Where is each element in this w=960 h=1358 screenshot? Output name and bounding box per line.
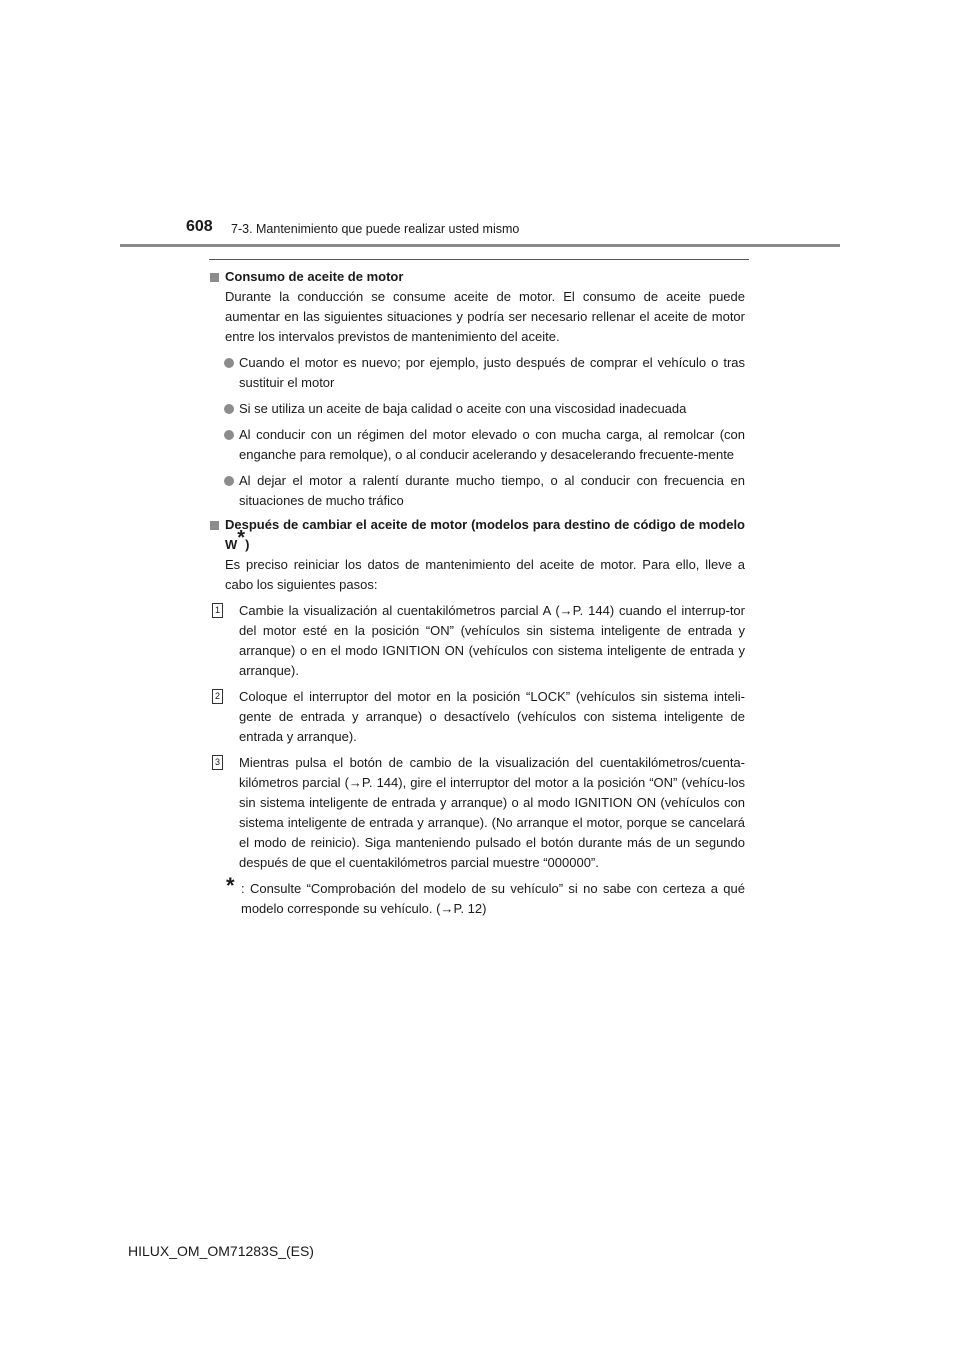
step-number: 2 <box>212 689 223 704</box>
square-bullet-icon <box>210 273 219 282</box>
square-bullet-icon <box>210 521 219 530</box>
step-number: 3 <box>212 755 223 770</box>
step-item <box>209 601 745 681</box>
main-content <box>209 267 745 919</box>
footnote-asterisk: * <box>226 873 235 898</box>
heading-text: Consumo de aceite de motor <box>225 269 404 284</box>
step-text: Cambie la visualización al cuentakilómetros parcial A (→P. 144) cuando el interrup-tor del motor esté en la posición “ON” (vehículos sin sistema inteligente de entrada y arranque) o en el modo IGNITION ON (vehículos con sistema inteligente de entrada y arranque). <box>239 603 745 678</box>
document-id: HILUX_OM_OM71283S_(ES) <box>128 1243 314 1259</box>
content-rule <box>209 259 749 260</box>
page-number: 608 <box>186 218 213 235</box>
circle-bullet-icon <box>224 404 234 414</box>
paragraph-despues: Es preciso reiniciar los datos de mantenimiento del aceite de motor. Para ello, lleve a cabo los siguientes pasos: <box>225 557 745 592</box>
list-item <box>209 353 745 393</box>
list-item-text: Cuando el motor es nuevo; por ejemplo, justo después de comprar el vehículo o tras sustituir el motor <box>239 355 745 390</box>
asterisk-mark: * <box>237 527 246 549</box>
circle-bullet-icon <box>224 476 234 486</box>
step-item <box>209 687 745 747</box>
header-rule <box>120 244 840 247</box>
circle-bullet-icon <box>224 358 234 368</box>
footnote <box>209 873 745 919</box>
list-item-text: Al dejar el motor a ralentí durante mucho tiempo, o al conducir con frecuencia en situaciones de mucho tráfico <box>239 473 745 508</box>
list-item-text: Al conducir con un régimen del motor elevado o con mucha carga, al remolcar (con enganche para remolque), o al conducir acelerando y desacelerando frecuente-mente <box>239 427 745 462</box>
step-item <box>209 753 745 873</box>
heading-close: ) <box>245 537 250 552</box>
list-item <box>209 399 745 419</box>
footnote-text: : Consulte “Comprobación del modelo de su vehículo” si no sabe con certeza a qué modelo corresponde su vehículo. (→P. 12) <box>241 881 745 916</box>
list-item <box>209 471 745 511</box>
paragraph-consumo: Durante la conducción se consume aceite de motor. El consumo de aceite puede aumentar en las siguientes situaciones y podría ser necesario rellenar el aceite de motor entre los intervalos previstos de mantenimiento del aceite. <box>225 289 745 344</box>
section-heading-consumo <box>209 267 745 287</box>
section-title: 7-3. Mantenimiento que puede realizar usted mismo <box>231 222 520 236</box>
circle-bullet-icon <box>224 430 234 440</box>
step-text: Mientras pulsa el botón de cambio de la visualización del cuentakilómetros/cuenta-kilómetros parcial (→P. 144), gire el interruptor del motor a la posición “ON” (vehícu-los sin sistema inteligente de entrada y arranque) o al modo IGNITION ON (vehículos con sistema inteligente de entrada y arranque). (No arranque el motor, porque se cancelará el modo de reinicio). Siga manteniendo pulsado el botón durante más de un segundo después de que el cuentakilómetros parcial muestre “000000”. <box>239 755 745 870</box>
list-item-text: Si se utiliza un aceite de baja calidad o aceite con una viscosidad inadecuada <box>239 401 687 416</box>
heading-text: Después de cambiar el aceite de motor (modelos para destino de código de modelo W <box>225 517 745 552</box>
step-number: 1 <box>212 603 223 618</box>
section-heading-despues <box>209 515 745 555</box>
list-item <box>209 425 745 465</box>
step-text: Coloque el interruptor del motor en la posición “LOCK” (vehículos sin sistema inteli-gente de entrada y arranque) o desactívelo (vehículos con sistema inteligente de entrada y arranque). <box>239 689 745 744</box>
